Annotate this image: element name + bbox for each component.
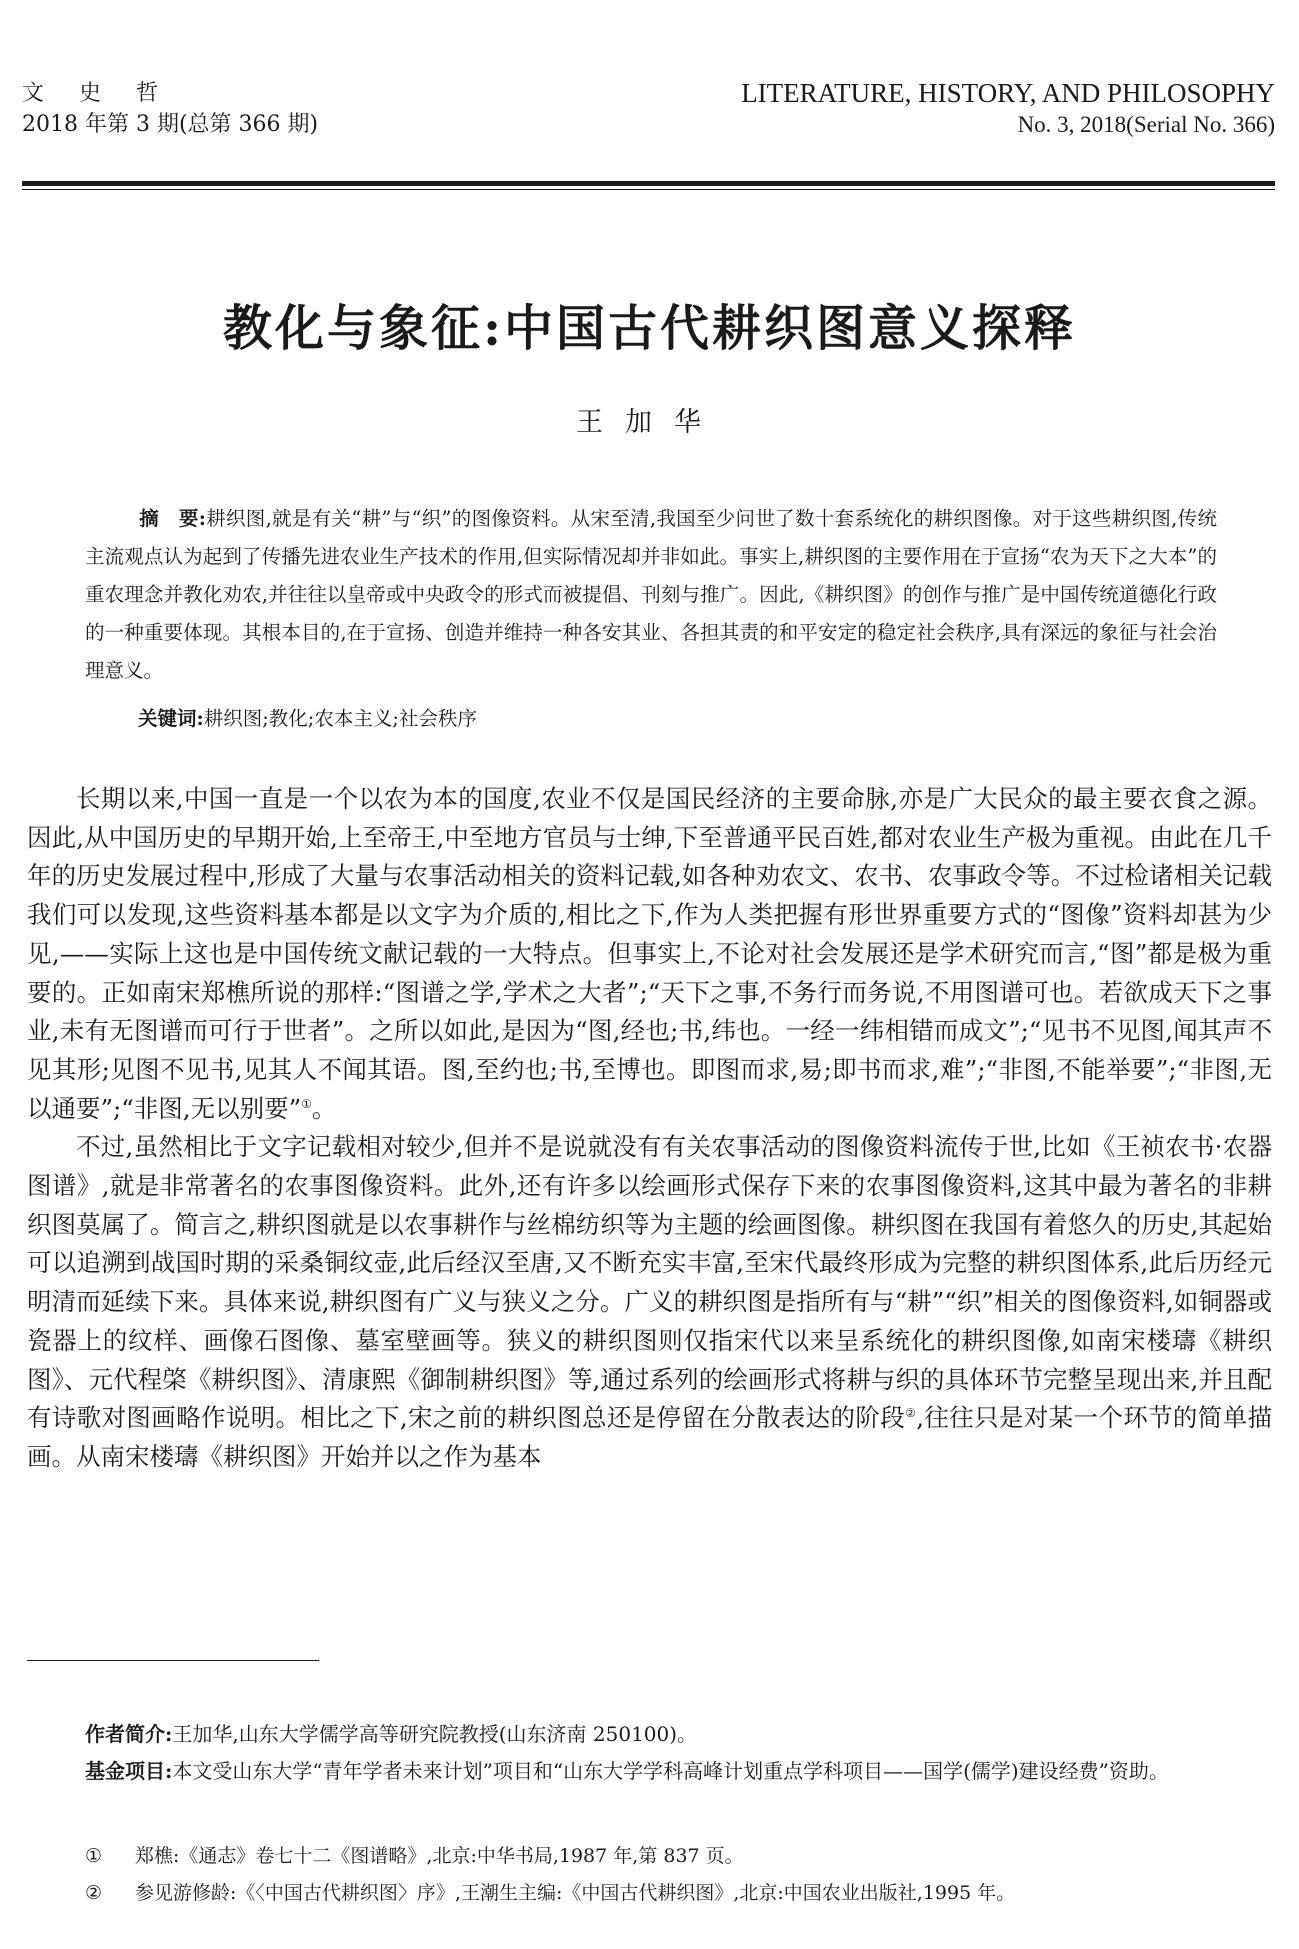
journal-name-zh: 文 史 哲 (22, 81, 172, 106)
header-rule-thin (22, 189, 1275, 190)
footnote-divider (27, 1660, 319, 1661)
footnote-ref-1[interactable]: ① (301, 1096, 312, 1111)
abstract (85, 500, 1217, 690)
journal-header (22, 78, 1275, 158)
grant-info: 基金项目:本文受山东大学“青年学者未来计划”项目和“山东大学学科高峰计划重点学科项目——国学(儒学)建设经费”资助。 (85, 1759, 1169, 1783)
author-bio: 作者简介:王加华,山东大学儒学高等研究院教授(山东济南 250100)。 (85, 1722, 698, 1746)
article-title: 教化与象征:中国古代耕织图意义探释 (222, 299, 1077, 357)
footnotes (85, 1838, 1272, 1912)
article-author: 王加华 (576, 407, 723, 438)
keywords-label: 关键词: (138, 707, 204, 730)
footnote: ② 参见游修龄:《〈中国古代耕织图〉序》,王潮生主编:《中国古代耕织图》,北京:中国农业出版社,1995 年。 (85, 1882, 1016, 1904)
body-paragraph: 长期以来,中国一直是一个以农为本的国度,农业不仅是国民经济的主要命脉,亦是广大民众的最主要衣食之源。因此,从中国历史的早期开始,上至帝王,中至地方官员与士绅,下至普通平民百姓,都对农业生产极为重视。由此在几千年的历史发展过程中,形成了大量与农事活动相关的资料记载,如各种劝农文、农书、农事政令等。不过检诸相关记载我们可以发现,这些资料基本都是以文字为介质的,相比之下,作为人类把握有形世界重要方式的“图像”资料却甚为少见,——实际上这也是中国传统文献记载的一大特点。但事实上,不论对社会发展还是学术研究而言,“图”都是极为重要的。正如南宋郑樵所说的那样:“图谱之学,学术之大者”;“天下之事,不务行而务说,不用图谱可也。若欲成天下之事业,未有无图谱而可行于世者”。之所以如此,是因为“图,经也;书,纬也。一经一纬相错而成文”;“见书不见图,闻其声不见其形;见图不见书,见其人不闻其语。图,至约也;书,至博也。即图而求,易;即书而求,难”;“非图,不能举要”;“非图,无以通要”;“非图,无以别要”①。 (27, 784, 1272, 1123)
abstract-text: 耕织图,就是有关“耕”与“织”的图像资料。从宋至清,我国至少问世了数十套系统化的耕织图像。对于这些耕织图,传统主流观点认为起到了传播先进农业生产技术的作用,但实际情况却并非如此。事实上,耕织图的主要作用在于宣扬“农为天下之大本”的重农理念并教化劝农,并往往以皇帝或中央政令的形式而被提倡、刊刻与推广。因此,《耕织图》的创作与推广是中国传统道德化行政的一种重要体现。其根本目的,在于宣扬、创造并维持一种各安其业、各担其责的和平安定的稳定社会秩序,具有深远的象征与社会治理意义。 (85, 507, 1217, 682)
abstract-label: 摘 要: (139, 507, 206, 530)
header-rule-thick (22, 181, 1275, 186)
footnote: ① 郑樵:《通志》卷七十二《图谱略》,北京:中华书局,1987 年,第 837 页。 (85, 1845, 744, 1867)
issue-en: No. 3, 2018(Serial No. 366) (1017, 112, 1275, 137)
keywords (138, 700, 1217, 738)
article-body (27, 780, 1272, 1477)
footnote-ref-2[interactable]: ② (905, 1406, 917, 1421)
journal-name-en: LITERATURE, HISTORY, AND PHILOSOPHY (741, 78, 1275, 108)
header-right (741, 78, 1275, 140)
header-left (22, 78, 318, 140)
body-paragraph: 不过,虽然相比于文字记载相对较少,但并不是说就没有有关农事活动的图像资料流传于世,比如《王祯农书·农器图谱》,就是非常著名的农事图像资料。此外,还有许多以绘画形式保存下来的农事图像资料,这其中最为著名的非耕织图莫属了。简言之,耕织图就是以农事耕作与丝棉纺织等为主题的绘画图像。耕织图在我国有着悠久的历史,其起始可以追溯到战国时期的采桑铜纹壶,此后经汉至唐,又不断充实丰富,至宋代最终形成为完整的耕织图体系,此后历经元明清而延续下来。具体来说,耕织图有广义与狭义之分。广义的耕织图是指所有与“耕”“织”相关的图像资料,如铜器或瓷器上的纹样、画像石图像、墓室壁画等。狭义的耕织图则仅指宋代以来呈系统化的耕织图像,如南宋楼璹《耕织图》、元代程棨《耕织图》、清康熙《御制耕织图》等,通过系列的绘画形式将耕与织的具体环节完整呈现出来,并且配有诗歌对图画略作说明。相比之下,宋之前的耕织图总还是停留在分散表达的阶段②,往往只是对某一个环节的简单描画。从南宋楼璹《耕织图》开始并以之作为基本 (27, 1132, 1272, 1471)
keywords-text: 耕织图;教化;农本主义;社会秩序 (203, 707, 477, 730)
author-info (85, 1716, 1272, 1790)
issue-zh: 2018 年第 3 期(总第 366 期) (22, 112, 319, 137)
